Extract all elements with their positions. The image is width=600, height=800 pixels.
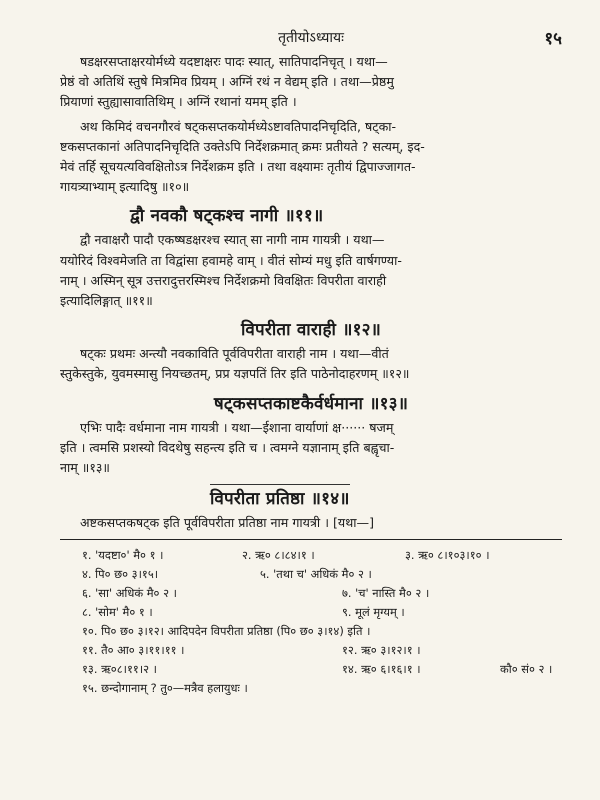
footnote-3: ३. ऋ० ८।१०३।१० । — [405, 548, 490, 563]
footnote-9: ९. मूलं मृग्यम् । — [342, 605, 405, 620]
footnote-6: ६. 'सा' अधिकं मै० २ । — [82, 586, 177, 601]
footnote-7: ७. 'च' नास्ति मै० २ । — [342, 586, 430, 601]
text-line: नाम् । अस्मिन् सूत्र उत्तरादुत्तरस्मिश्च निर्देशक्रमो विवक्षितः विपरीता वाराही — [60, 272, 387, 288]
footnote-2: २. ऋ० ८।८४।१ । — [242, 548, 315, 563]
text-line: नाम् ॥१३॥ — [60, 460, 110, 476]
text-line: इति । त्वमसि प्रशस्यो विदथेषु सहन्त्य इति च । त्वमग्ने यज्ञानाम् इति बह्वृचा- — [60, 439, 395, 455]
footnote-row — [60, 565, 562, 584]
footnote-row — [60, 622, 562, 641]
text-line: एभिः पादैः वर्धमाना नाम गायत्री । यथा—ईशाना वार्याणां क्ष······ षजम् — [80, 419, 394, 435]
text-line: प्रेष्ठं वो अतिथिं स्तुषे मित्रमिव प्रियम् । अग्निं रथं न वेद्यम् इति । तथा—प्रेष्ठमु — [60, 74, 394, 90]
paragraph-3 — [60, 230, 562, 311]
text-line: स्तुकेस्तुके, युवमस्मासु नियच्छतम्, प्रप्र यज्ञपतिं तिर इति पाठेनोदाहरणम् ॥१२॥ — [60, 366, 410, 382]
footnote-14-extra: कौ० सं० २ । — [500, 662, 553, 677]
footnote-5: ५. 'तथा च' अधिकं मै० २ । — [260, 567, 372, 582]
text-line: ययोरिदं विश्वमेजति ता विद्वांसा हवामहे वाम् । वीतं सोम्यं मधु इति वार्षगण्या- — [60, 252, 402, 268]
sutra-13: षट्कसप्तकाष्टकैर्वर्धमाना ॥१३॥ — [213, 393, 409, 414]
paragraph-6 — [60, 513, 562, 533]
sutra-11: द्वौ नवकौ षट्कश्च नागी ॥११॥ — [130, 206, 324, 227]
footnote-12: १२. ऋ० ३।१२।१ । — [342, 643, 421, 658]
footnote-row — [60, 641, 562, 660]
text-line: प्रियाणां स्तुह्यासावातिथिम् । अग्निं रथानां यमम् इति । — [60, 94, 297, 110]
text-line: अथ किमिदं वचनगौरवं षट्कसप्तकयोर्मध्येऽष्टावतिपादनिचृदिति, षट्का- — [80, 118, 397, 134]
footnote-row — [60, 603, 562, 622]
paragraph-4 — [60, 344, 562, 384]
running-head — [60, 26, 562, 52]
footnote-14: १४. ऋ० ६।१६।१ । — [342, 662, 421, 677]
footnote-1: १. 'यदष्टा०' मै० १ । — [82, 548, 164, 563]
text-line: द्वौ नवाक्षरौ पादौ एकष्षडक्षरश्च स्यात् सा नागी नाम गायत्री । यथा— — [80, 232, 385, 248]
text-line: अष्टकसप्तकषट्क इति पूर्वविपरीता प्रतिष्ठा नाम गायत्री । [यथा—] — [80, 515, 375, 531]
footnote-11: ११. तै० आ० ३।११।११ । — [82, 643, 185, 658]
footnote-4: ४. पि० छ० ३।१५। — [82, 567, 159, 582]
footnote-8: ८. 'सोम' मै० १ । — [82, 605, 153, 620]
footnote-15: १५. छन्दोगानाम् ? तु०—मत्रैव हलायुधः । — [82, 681, 248, 696]
footnote-divider — [60, 539, 562, 540]
text-line: ष्टकसप्तकानां अतिपादनिचृदिति उक्तेऽपि निर्देशक्रमात् क्रमः प्रतीयते ? सत्यम्, इद- — [60, 138, 425, 154]
text-line: गायत्र्याभ्याम् इत्यादिषु ॥१०॥ — [60, 179, 190, 195]
page-number: १५ — [544, 29, 562, 49]
footnote-13: १३. ऋ०८।११।२ । — [82, 662, 157, 677]
sutra-12: विपरीता वाराही ॥१२॥ — [240, 320, 382, 341]
footnote-row — [60, 679, 562, 698]
text-line: मेवं तर्हि सूचयत्यविवक्षितोऽत्र निर्देशक्रम इति । तथा वक्ष्यामः तृतीयं द्विपाज्जागत- — [60, 159, 416, 175]
chapter-title: तृतीयोऽध्यायः — [278, 30, 344, 46]
footnote-row — [60, 584, 562, 603]
text-line: षडक्षरसप्ताक्षरयोर्मध्ये यदष्टाक्षरः पादः स्यात्, सातिपादनिचृत् । यथा— — [80, 54, 388, 69]
sutra-14-wrap — [60, 484, 562, 509]
footnote-row — [60, 660, 562, 679]
footnote-row — [60, 546, 562, 565]
text-line: षट्कः प्रथमः अन्त्यौ नवकाविति पूर्वविपरीता वाराही नाम । यथा—वीतं — [80, 346, 389, 362]
text-line: इत्यादिलिङ्गात् ॥११॥ — [60, 293, 153, 309]
paragraph-1 — [60, 52, 562, 113]
paragraph-5 — [60, 418, 562, 479]
paragraph-2 — [60, 117, 562, 198]
sutra-14: विपरीता प्रतिष्ठा ॥१४॥ — [210, 484, 350, 509]
footnote-10: १०. पि० छ० ३।१२। आदिपदेन विपरीता प्रतिष्ठा (पि० छ० ३।१४) इति । — [82, 624, 371, 639]
